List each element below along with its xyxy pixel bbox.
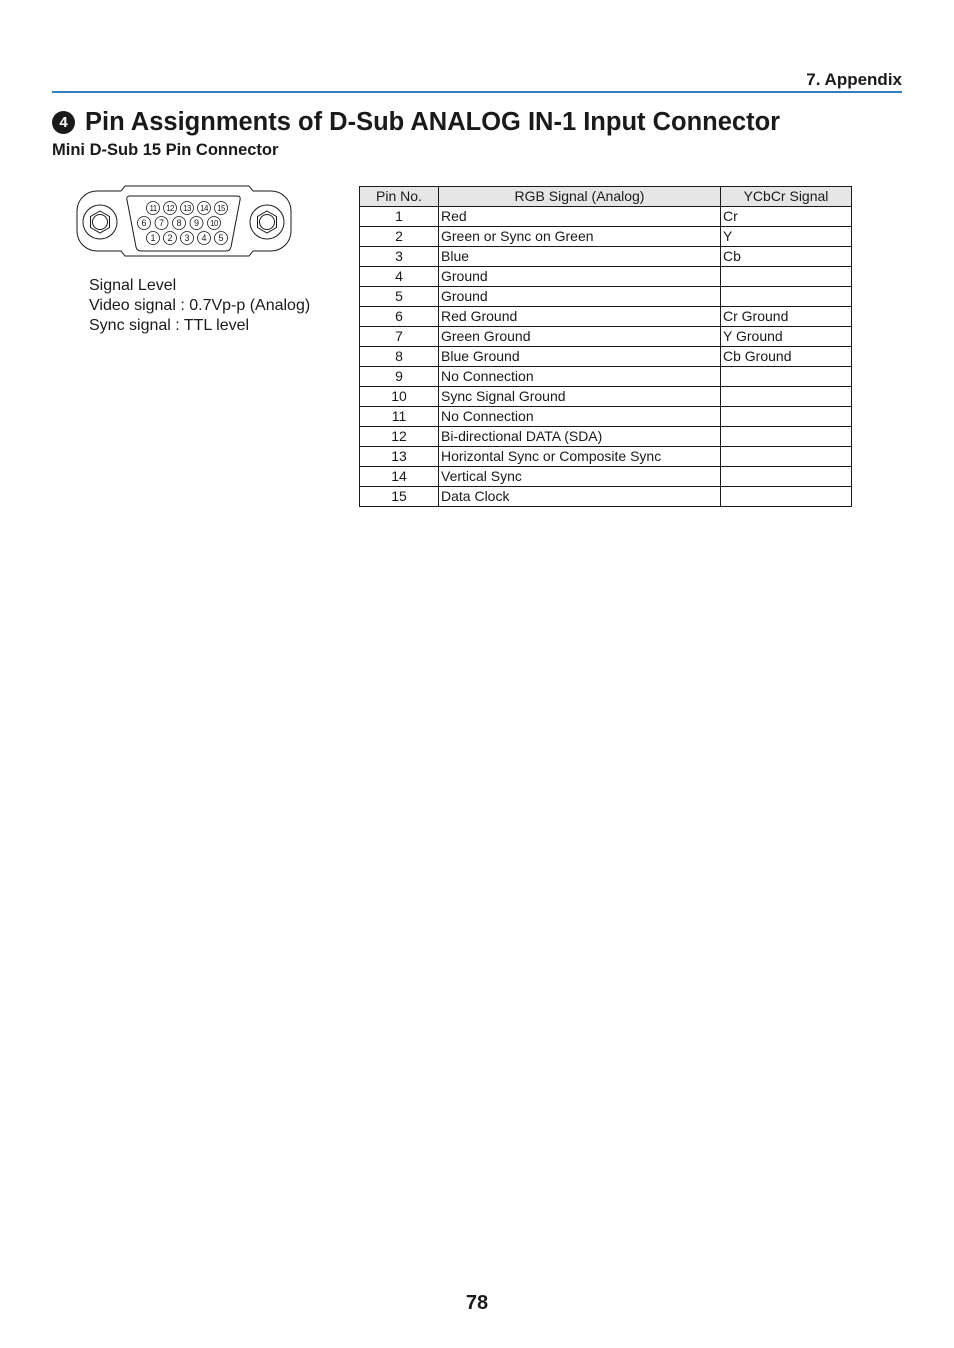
pin-label: 10	[210, 219, 218, 229]
pin-number-cell: 3	[360, 247, 439, 267]
rgb-signal-cell: Green or Sync on Green	[439, 227, 721, 247]
vga-connector-icon	[73, 185, 295, 257]
ycbcr-signal-cell	[721, 367, 852, 387]
rgb-signal-cell: Blue	[439, 247, 721, 267]
rgb-signal-cell: Red Ground	[439, 307, 721, 327]
signal-level-heading: Signal Level	[89, 277, 177, 294]
pin-label: 1	[150, 233, 156, 244]
table-row	[360, 467, 852, 487]
pin-number-cell: 10	[360, 387, 439, 407]
pin-number-cell: 11	[360, 407, 439, 427]
pin-label: 5	[218, 233, 224, 244]
ycbcr-signal-cell	[721, 287, 852, 307]
rgb-signal-cell: Blue Ground	[439, 347, 721, 367]
table-row	[360, 207, 852, 227]
rgb-signal-cell: No Connection	[439, 367, 721, 387]
ycbcr-signal-cell: Y Ground	[721, 327, 852, 347]
ycbcr-signal-cell	[721, 487, 852, 507]
pin-number-cell: 12	[360, 427, 439, 447]
header-ycbcr-signal: YCbCr Signal	[721, 187, 852, 207]
table-row	[360, 447, 852, 467]
rgb-signal-cell: Vertical Sync	[439, 467, 721, 487]
pin-number-cell: 8	[360, 347, 439, 367]
pin-label: 12	[166, 204, 174, 214]
table-row	[360, 267, 852, 287]
sync-signal-level: Sync signal : TTL level	[89, 317, 250, 334]
table-header-row	[360, 187, 852, 207]
pin-label: 7	[158, 218, 165, 229]
table-row	[360, 347, 852, 367]
video-signal-level: Video signal : 0.7Vp-p (Analog)	[89, 297, 311, 314]
rgb-signal-cell: Horizontal Sync or Composite Sync	[439, 447, 721, 467]
title-number-badge: 4	[52, 111, 75, 134]
pin-number-cell: 5	[360, 287, 439, 307]
table-row	[360, 307, 852, 327]
pin-number-cell: 1	[360, 207, 439, 227]
rgb-signal-cell: Green Ground	[439, 327, 721, 347]
rgb-signal-cell: Data Clock	[439, 487, 721, 507]
pin-label: 13	[183, 204, 191, 214]
table-row	[360, 287, 852, 307]
table-row	[360, 367, 852, 387]
pin-number-cell: 13	[360, 447, 439, 467]
pin-label: 14	[200, 204, 208, 214]
rgb-signal-cell: Ground	[439, 267, 721, 287]
rgb-signal-cell: Red	[439, 207, 721, 227]
ycbcr-signal-cell: Y	[721, 227, 852, 247]
pin-label: 3	[184, 233, 190, 244]
pin-number-cell: 4	[360, 267, 439, 287]
table-row	[360, 427, 852, 447]
pin-label: 9	[193, 218, 200, 229]
ycbcr-signal-cell	[721, 447, 852, 467]
table-row	[360, 387, 852, 407]
ycbcr-signal-cell	[721, 427, 852, 447]
table-row	[360, 327, 852, 347]
header-pin-no: Pin No.	[360, 187, 439, 207]
pin-label: 2	[167, 233, 173, 244]
signal-level-block	[89, 276, 310, 336]
pin-assignment-table	[359, 186, 852, 507]
ycbcr-signal-cell: Cb	[721, 247, 852, 267]
page-title	[52, 108, 780, 137]
pin-number-cell: 6	[360, 307, 439, 327]
title-text: Pin Assignments of D-Sub ANALOG IN-1 Input Connector	[85, 108, 781, 136]
pin-label: 6	[141, 218, 147, 229]
header-rule	[52, 91, 902, 93]
ycbcr-signal-cell	[721, 407, 852, 427]
pin-label: 4	[201, 233, 207, 244]
section-header: 7. Appendix	[806, 70, 902, 89]
rgb-signal-cell: Ground	[439, 287, 721, 307]
table-row	[360, 407, 852, 427]
page-number: 78	[465, 1292, 489, 1314]
ycbcr-signal-cell	[721, 387, 852, 407]
pin-number-cell: 14	[360, 467, 439, 487]
table-row	[360, 247, 852, 267]
rgb-signal-cell: No Connection	[439, 407, 721, 427]
rgb-signal-cell: Bi-directional DATA (SDA)	[439, 427, 721, 447]
pin-number-cell: 9	[360, 367, 439, 387]
ycbcr-signal-cell: Cb Ground	[721, 347, 852, 367]
ycbcr-signal-cell: Cr	[721, 207, 852, 227]
table-row	[360, 487, 852, 507]
rgb-signal-cell: Sync Signal Ground	[439, 387, 721, 407]
pin-number-cell: 15	[360, 487, 439, 507]
table-row	[360, 227, 852, 247]
pin-label: 8	[176, 218, 182, 229]
pin-label: 15	[217, 204, 225, 214]
pin-number-cell: 2	[360, 227, 439, 247]
ycbcr-signal-cell	[721, 267, 852, 287]
header-rgb-signal: RGB Signal (Analog)	[439, 187, 721, 207]
ycbcr-signal-cell: Cr Ground	[721, 307, 852, 327]
ycbcr-signal-cell	[721, 467, 852, 487]
connector-subtitle: Mini D-Sub 15 Pin Connector	[52, 141, 279, 159]
left-screw-icon	[83, 205, 117, 239]
right-screw-icon	[250, 205, 284, 239]
pin-label: 11	[149, 204, 157, 214]
pin-number-cell: 7	[360, 327, 439, 347]
